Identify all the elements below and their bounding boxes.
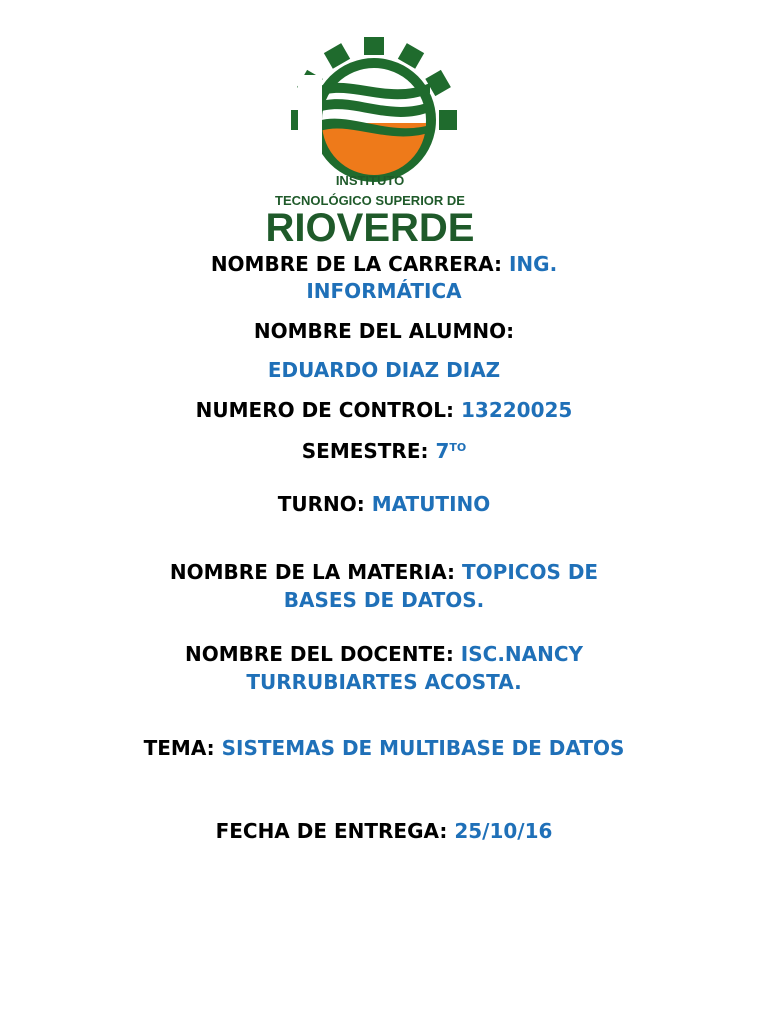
docente-line [0,641,768,668]
control-value: 13220025 [460,398,573,422]
turno-line [0,491,768,518]
logo-text-line1: INSTITUTO [335,173,405,188]
semestre-line [0,438,768,465]
carrera-line-2 [0,278,768,305]
tema-label: TEMA: [143,736,215,760]
turno-label: TURNO: [277,492,365,516]
materia-line [0,559,768,586]
carrera-line [0,251,768,278]
turno-value: MATUTINO [371,492,491,516]
carrera-value-1: ING. [508,252,558,276]
fecha-line [0,818,768,845]
fecha-value: 25/10/16 [454,819,553,843]
alumno-value: EDUARDO DIAZ DIAZ [267,358,501,382]
carrera-label: NOMBRE DE LA CARRERA: [210,252,503,276]
control-line [0,397,768,424]
logo-text-line2: TECNOLÓGICO SUPERIOR DE [275,193,465,208]
docente-value-1: ISC.NANCY [460,642,584,666]
tema-value: SISTEMAS DE MULTIBASE DE DATOS [221,736,625,760]
docente-value-2: TURRUBIARTES ACOSTA. [246,670,522,694]
fecha-label: FECHA DE ENTREGA: [215,819,448,843]
semestre-value [435,439,466,463]
tema-line [0,735,768,762]
docente-line-2 [0,669,768,696]
docente-label: NOMBRE DEL DOCENTE: [184,642,454,666]
materia-value-2: BASES DE DATOS. [283,588,485,612]
institution-logo [238,35,490,250]
logo-text-line3: RIOVERDE [265,206,475,250]
semestre-label: SEMESTRE: [301,439,429,463]
control-label: NUMERO DE CONTROL: [195,398,455,422]
alumno-value-line [0,357,768,384]
semestre-number: 7 [435,439,450,463]
materia-line-2 [0,587,768,614]
materia-value-1: TOPICOS DE [462,560,599,584]
alumno-label-line [0,318,768,345]
carrera-value-2: INFORMÁTICA [306,279,462,303]
materia-label: NOMBRE DE LA MATERIA: [169,560,456,584]
semestre-suffix: TO [449,441,467,454]
alumno-label: NOMBRE DEL ALUMNO: [253,319,515,343]
